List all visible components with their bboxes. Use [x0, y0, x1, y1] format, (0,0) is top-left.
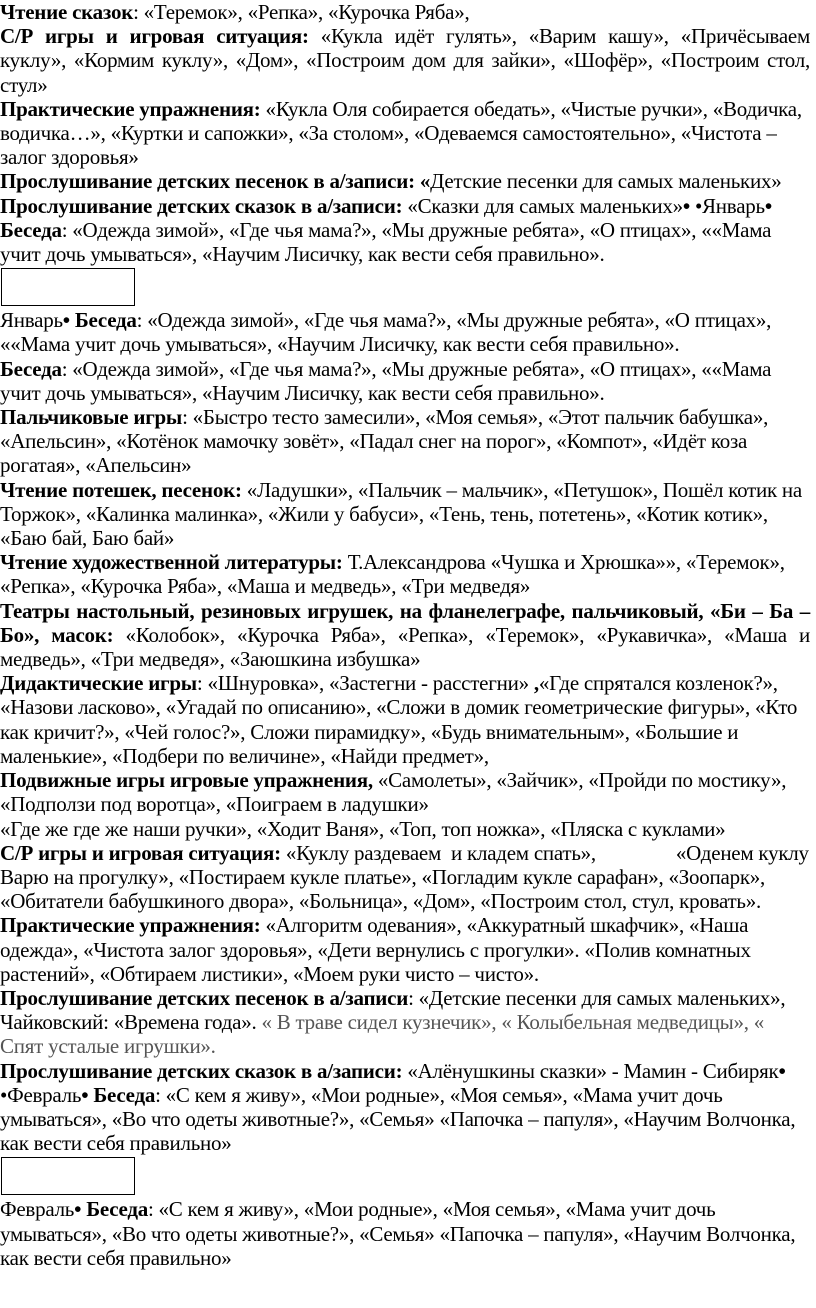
text: «Алёнушкины сказки» - Мамин - Сибиряк — [402, 1058, 779, 1083]
heading: Подвижные игры игровые упражнения, — [0, 768, 373, 793]
bullet-icon: • — [764, 193, 772, 218]
paragraph-theatres — [0, 599, 810, 672]
heading: Прослушивание детских сказок в а/записи: — [0, 1058, 403, 1083]
paragraph-roleplay-games — [0, 24, 810, 97]
heading: Практические упражнения: — [0, 913, 261, 938]
text: : «Быстро тесто замесили», «Моя семья», «Этот пальчик бабушка», «Апельсин», «Котёнок мамочку зовёт», «Падал снег на порог», «Компот», «Идёт коза рогатая», «Апельсин» — [0, 405, 769, 478]
paragraph-listening-songs-2 — [0, 986, 810, 1059]
heading: С/Р игры и игровая ситуация: — [0, 840, 281, 865]
paragraph-listening-songs — [0, 169, 810, 193]
paragraph-listening-fairytales — [0, 194, 810, 267]
text: : «Теремок», «Репка», «Курочка Ряба», — [133, 0, 470, 24]
text: «Алгоритм одевания», «Аккуратный шкафчик», «Наша одежда», «Чистота залог здоровья», «Дети вернулись с прогулки». «Полив комнатных растений», «Обтираем листики», «Моем руки чисто – чисто». — [0, 913, 751, 986]
paragraph-listening-fairytales-2 — [0, 1059, 810, 1156]
paragraph-january-conversation — [0, 308, 810, 356]
heading: Прослушивание детских сказок в а/записи: — [0, 193, 403, 218]
heading: Беседа — [0, 356, 62, 381]
text: Т.Александрова «Чушка и Хрюшка»», «Теремок», «Репка», «Курочка Ряба», «Маша и медведь», «Три медведя» — [0, 550, 785, 599]
text: •Январь — [689, 193, 765, 218]
paragraph-didactic-games — [0, 671, 810, 768]
heading: Пальчиковые игры — [0, 405, 183, 430]
heading: Театры настольный, резиновых игрушек, на фланелеграфе, пальчиковый, «Би – Ба – Бо», масок: — [0, 598, 810, 647]
heading: Практические упражнения: — [0, 96, 261, 121]
paragraph-roleplay-games-2 — [0, 840, 814, 914]
text: «Куклу раздеваем и кладем спать», «Оденем куклу Варю на прогулку», «Постираем кукле платье», «Погладим кукле сарафан», «Зоопарк», «Обитатели бабушкиного двора», «Больница», «Дом», «Построим стол, стул, кровать». — [0, 840, 814, 914]
text: Январь — [0, 308, 63, 333]
bullet-icon: • — [81, 1082, 89, 1107]
paragraph-reading-fairytales — [0, 0, 810, 24]
paragraph-nursery-rhymes — [0, 478, 810, 551]
text: •Февраль — [0, 1082, 82, 1107]
heading: Прослушивание детских песенок в а/записи: « — [0, 169, 431, 194]
paragraph-practical-exercises-2 — [0, 913, 810, 986]
heading: , — [533, 671, 539, 696]
heading: Дидактические игры — [0, 671, 197, 696]
paragraph-february-conversation — [0, 1197, 810, 1270]
paragraph-finger-games — [0, 405, 810, 478]
text: : «Одежда зимой», «Где чья мама?», «Мы дружные ребята», «О птицах», ««Мама учит дочь умываться», «Научим Лисичку, как вести себя правильно». — [0, 356, 772, 405]
text: «Колобок», «Курочка Ряба», «Репка», «Теремок», «Рукавичка», «Маша и медведь», «Три медведя», «Заюшкина избушка» — [0, 622, 810, 672]
text: : «С кем я живу», «Мои родные», «Моя семья», «Мама учит дочь умываться», «Во что одеты животные?», «Семья» «Папочка – папуля», «Научим Волчонка, как вести себя правильно» — [0, 1197, 796, 1270]
paragraph-outdoor-games — [0, 768, 810, 816]
text: Детские песенки для самых маленьких» — [430, 169, 782, 194]
heading: Беседа — [69, 308, 137, 333]
heading: Прослушивание детских песенок в а/записи — [0, 985, 409, 1010]
heading: Беседа — [0, 217, 62, 242]
text: : «С кем я живу», «Мои родные», «Моя семья», «Мама учит дочь умываться», «Во что одеты животные?», «Семья» «Папочка – папуля», «Научим Волчонка, как вести себя правильно» — [0, 1082, 796, 1156]
bullet-icon: • — [778, 1058, 786, 1083]
heading: Чтение сказок — [0, 0, 134, 24]
text: Февраль — [0, 1197, 75, 1222]
heading: С/Р игры и игровая ситуация: — [0, 24, 309, 49]
empty-box — [1, 1157, 135, 1195]
text: : «Одежда зимой», «Где чья мама?», «Мы дружные ребята», «О птицах», ««Мама учит дочь умываться», «Научим Лисичку, как вести себя правильно». — [0, 308, 772, 357]
paragraph-practical-exercises — [0, 97, 810, 170]
heading: Чтение потешек, песенок: — [0, 477, 242, 502]
text: «Ладушки», «Пальчик – мальчик», «Петушок», Пошёл котик на Торжок», «Калинка малинка», «Жили у бабуси», «Тень, тень, потетень», «Котик котик», «Баю бай, Баю бай» — [0, 477, 802, 551]
empty-box — [1, 268, 135, 306]
heading: Беседа — [81, 1197, 148, 1222]
paragraph-outdoor-games-cont — [0, 817, 810, 841]
heading: Чтение художественной литературы: — [0, 550, 343, 575]
text: : «Одежда зимой», «Где чья мама?», «Мы дружные ребята», «О птицах», ««Мама учит дочь умываться», «Научим Лисичку, как вести себя правильно». — [0, 217, 772, 267]
paragraph-fiction-reading — [0, 550, 810, 598]
text: : «Шнуровка», «Застегни - расстегни» — [196, 671, 534, 696]
text: «Самолеты», «Зайчик», «Пройди по мостику», «Подползи под воротца», «Поиграем в ладушки» — [0, 768, 787, 817]
text: «Кукла идёт гулять», «Варим кашу», «Причёсываем куклу», «Кормим куклу», «Дом», «Построим дом для зайки», «Шофёр», «Построим стол, стул» — [0, 24, 810, 97]
paragraph-conversation — [0, 357, 810, 405]
text: «Сказки для самых маленьких» — [402, 193, 683, 218]
text: « В траве сидел кузнечик», « Колыбельная медведицы», « Спят усталые игрушки». — [0, 1010, 765, 1059]
heading: Беседа — [88, 1082, 156, 1107]
text: «Где спрятался козленок?», «Назови ласково», «Угадай по описанию», «Сложи в домик геометрические фигуры», «Кто как кричит?», «Чей голос?», Сложи пирамидку», «Будь внимательным», «Большие и маленькие», «Подбери по величине», «Найди предмет», — [0, 671, 798, 768]
text: «Где же где же наши ручки», «Ходит Ваня», «Топ, топ ножка», «Пляска с куклами» — [0, 816, 726, 841]
bullet-icon: • — [682, 193, 690, 218]
bullet-icon: • — [74, 1197, 82, 1222]
text: «Кукла Оля собирается обедать», «Чистые ручки», «Водичка, водичка…», «Куртки и сапожки», «За столом», «Одеваемся самостоятельно», «Чистота – залог здоровья» — [0, 96, 802, 170]
bullet-icon: • — [62, 308, 70, 333]
text: : «Детские песенки для самых маленьких», Чайковский: «Времена года». — [0, 985, 786, 1035]
